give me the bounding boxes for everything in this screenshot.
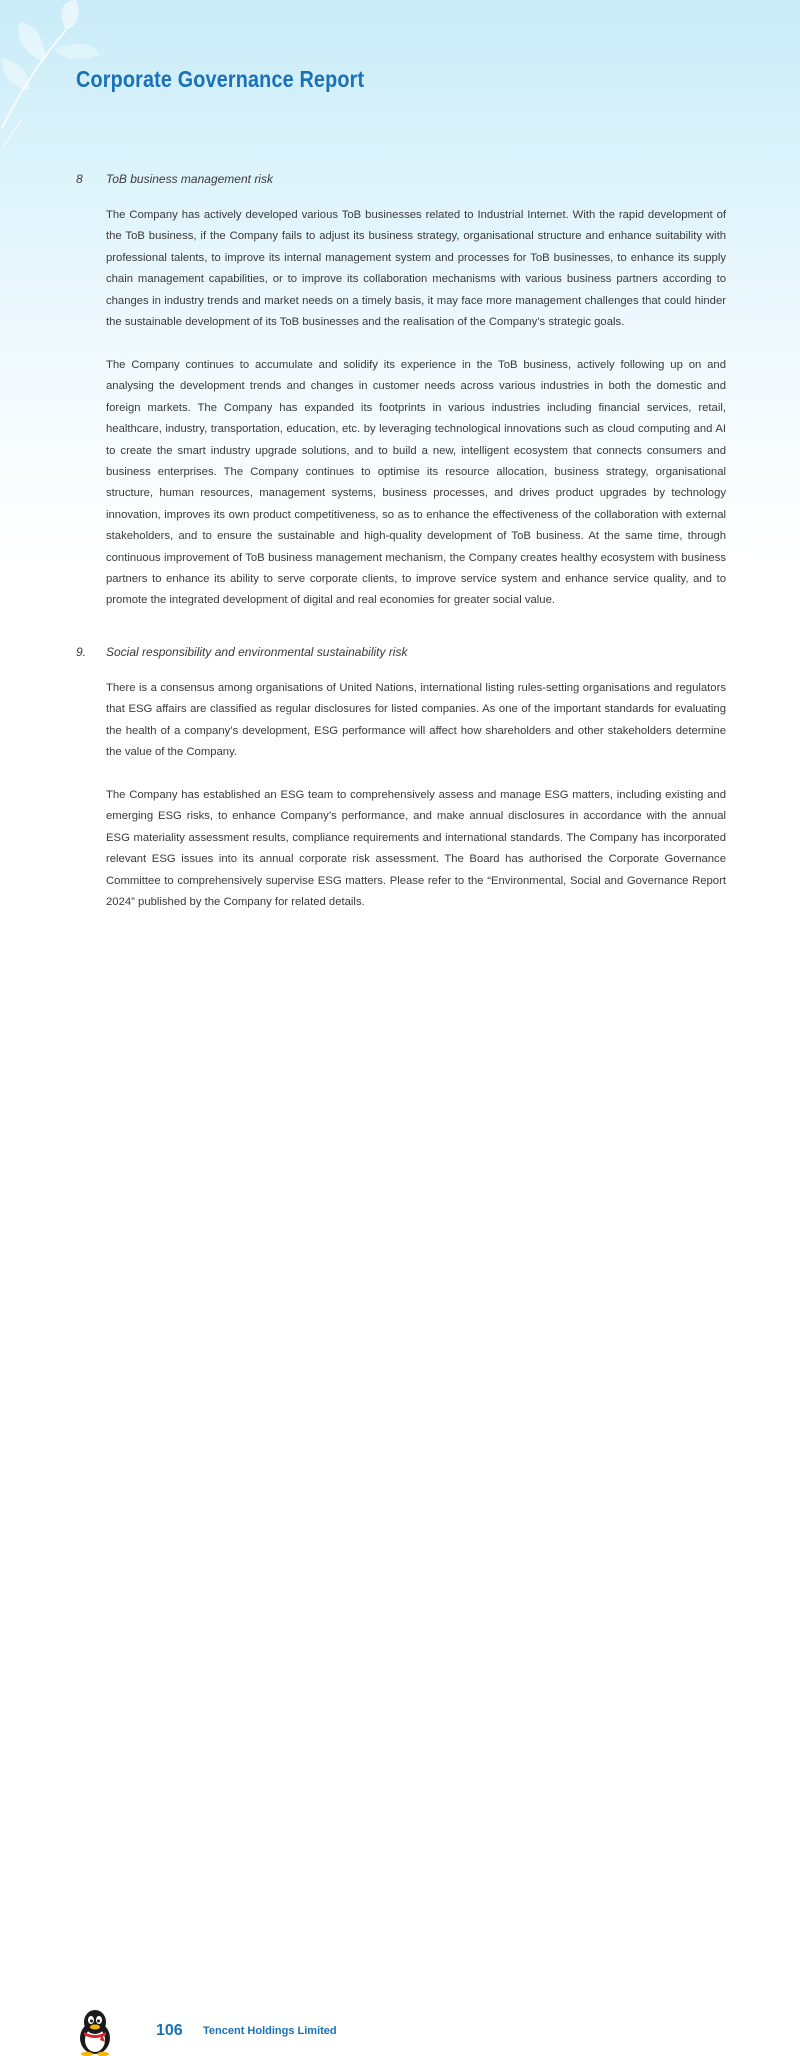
page-footer xyxy=(0,1000,800,2039)
page-number: 106 xyxy=(156,2022,183,2039)
penguin-mascot-icon xyxy=(74,2008,116,2056)
paragraph: The Company has actively developed various ToB businesses related to Industrial Internet. With the rapid development of the ToB business, if the Company fails to adjust its business strategy, organisational structure and enhance suitability with professional talents, to improve its internal management system and processes for ToB businesses, to enhance its supply chain management capabilities, or to improve its collaboration mechanisms with various business partners according to changes in industry trends and market needs on a timely basis, it may face more management challenges that could hinder the sustainable development of its ToB businesses and the realisation of the Company’s strategic goals. xyxy=(106,209,726,329)
section-number: 9. xyxy=(76,645,87,659)
section-heading: ToB business management risk xyxy=(106,172,273,186)
paragraph: There is a consensus among organisations of United Nations, international listing rules-setting organisations and regulators that ESG affairs are classified as regular disclosures for listed companies. As one of the important standards for evaluating the health of a company’s development, ESG performance will affect how shareholders and other stakeholders determine the value of the Company. xyxy=(106,682,726,759)
paragraph: The Company has established an ESG team to comprehensively assess and manage ESG matters, including existing and emerging ESG risks, to enhance Company’s performance, and make annual disclosures in accordance with the annual ESG materiality assessment results, compliance requirements and international standards. The Company has incorporated relevant ESG issues into its annual corporate risk assessment. The Board has authorised the Corporate Governance Committee to comprehensively supervise ESG matters. Please refer to the “Environmental, Social and Governance Report 2024” published by the Company for related details. xyxy=(106,789,726,909)
section-heading: Social responsibility and environmental sustainability risk xyxy=(106,645,408,659)
paragraph: The Company continues to accumulate and solidify its experience in the ToB business, actively following up on and analysing the development trends and changes in customer needs across various industries in both the domestic and foreign markets. The Company has expanded its footprints in various industries including financial services, retail, healthcare, industry, transportation, education, etc. by leveraging technological innovations such as cloud computing and AI to create the smart industry upgrade solutions, and to build a new, intelligent ecosystem that connects consumers and business enterprises. The Company continues to optimise its resource allocation, business strategy, organisational structure, human resources, management systems, business processes, and drives product upgrades by technology innovation, improves its own product competitiveness, so as to enhance the effectiveness of the collaboration with external stakeholders, and to ensure the sustainable and high-quality development of ToB business. At the same time, through continuous improvement of ToB business management mechanism, the Company creates healthy ecosystem with business partners to enhance its ability to serve corporate clients, to improve service system and enhance service quality, and to promote the integrated development of digital and real economies for greater social value. xyxy=(106,359,726,607)
section-number: 8 xyxy=(76,172,83,186)
page-title: Corporate Governance Report xyxy=(76,66,365,92)
company-name: Tencent Holdings Limited xyxy=(203,2025,337,2037)
